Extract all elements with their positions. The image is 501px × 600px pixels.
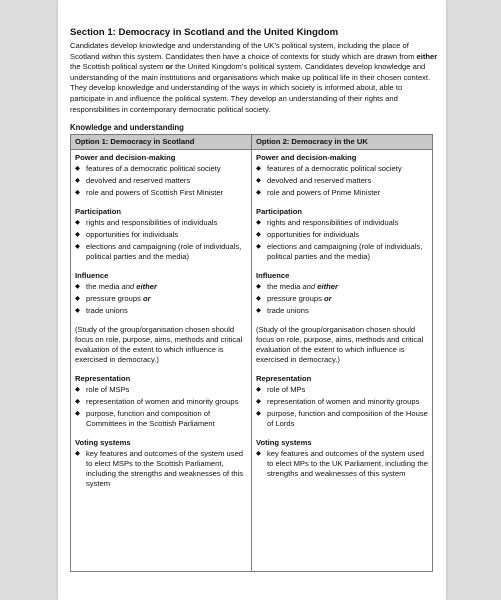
diamond-bullet-icon: ◆ bbox=[256, 295, 261, 303]
list-item bbox=[75, 306, 247, 316]
list-item bbox=[75, 282, 247, 292]
study-note-section bbox=[256, 325, 428, 365]
diamond-bullet-icon: ◆ bbox=[75, 283, 80, 291]
list-item bbox=[75, 409, 247, 429]
bullet-list bbox=[75, 449, 247, 489]
participation-section bbox=[75, 207, 247, 262]
item-or: or bbox=[323, 294, 332, 304]
item-text: rights and responsibilities of individuals bbox=[267, 218, 399, 228]
diamond-bullet-icon: ◆ bbox=[75, 450, 80, 458]
list-item bbox=[75, 230, 247, 240]
diamond-bullet-icon: ◆ bbox=[75, 243, 80, 251]
list-item bbox=[75, 218, 247, 228]
study-note: (Study of the group/organisation chosen should focus on role, purpose, aims, methods and critical evaluation of the extent to which influence is exercised in democracy.) bbox=[75, 325, 243, 365]
item-text: representation of women and minority groups bbox=[267, 397, 420, 407]
diamond-bullet-icon: ◆ bbox=[256, 307, 261, 315]
item-text: role of MSPs bbox=[86, 385, 130, 395]
item-text: the media bbox=[267, 282, 303, 292]
item-text: role and powers of Prime Minister bbox=[267, 188, 381, 198]
page-content bbox=[70, 27, 438, 572]
list-item bbox=[75, 449, 247, 489]
list-item bbox=[256, 449, 428, 479]
diamond-bullet-icon: ◆ bbox=[256, 243, 261, 251]
intro-text-3: the United Kingdom’s political system. Candidates develop knowledge and understanding of the main institutions and organisations which make up political life in their chosen context. They develop knowledge and understanding of the ways in which society is informed about, able to participate in and influence the political system. They develop an understanding of their rights and responsibilities in contemporary democratic political society. bbox=[70, 62, 431, 114]
diamond-bullet-icon: ◆ bbox=[256, 283, 261, 291]
list-item bbox=[256, 176, 428, 186]
bullet-list bbox=[256, 218, 428, 262]
list-item bbox=[75, 164, 247, 174]
table-row bbox=[71, 150, 433, 572]
list-item bbox=[256, 282, 428, 292]
section-heading: Representation bbox=[75, 374, 131, 384]
diamond-bullet-icon: ◆ bbox=[75, 295, 80, 303]
item-text: devolved and reserved matters bbox=[267, 176, 372, 186]
list-item bbox=[75, 242, 247, 262]
diamond-bullet-icon: ◆ bbox=[75, 165, 80, 173]
item-text: trade unions bbox=[86, 306, 128, 316]
item-text: representation of women and minority groups bbox=[86, 397, 239, 407]
section-title: Section 1: Democracy in Scotland and the United Kingdom bbox=[70, 27, 339, 38]
list-item bbox=[256, 306, 428, 316]
item-text: pressure groups bbox=[267, 294, 324, 304]
influence-section bbox=[256, 271, 428, 316]
bullet-list bbox=[75, 385, 247, 429]
bullet-list bbox=[256, 164, 428, 198]
representation-section bbox=[256, 374, 428, 429]
list-item bbox=[256, 242, 428, 262]
item-text: role of MPs bbox=[267, 385, 306, 395]
bullet-list bbox=[75, 164, 247, 198]
list-item bbox=[256, 409, 428, 429]
list-item bbox=[75, 188, 247, 198]
diamond-bullet-icon: ◆ bbox=[75, 219, 80, 227]
intro-paragraph bbox=[70, 41, 438, 115]
diamond-bullet-icon: ◆ bbox=[256, 189, 261, 197]
participation-section bbox=[256, 207, 428, 262]
section-heading: Influence bbox=[75, 271, 109, 281]
diamond-bullet-icon: ◆ bbox=[75, 189, 80, 197]
study-note: (Study of the group/organisation chosen should focus on role, purpose, aims, methods and critical evaluation of the extent to which influence is exercised in democracy.) bbox=[256, 325, 424, 365]
item-text: pressure groups bbox=[86, 294, 143, 304]
diamond-bullet-icon: ◆ bbox=[256, 219, 261, 227]
diamond-bullet-icon: ◆ bbox=[75, 307, 80, 315]
item-text: opportunities for individuals bbox=[86, 230, 179, 240]
diamond-bullet-icon: ◆ bbox=[75, 231, 80, 239]
item-text: elections and campaigning (role of individuals, political parties and the media) bbox=[86, 242, 242, 262]
item-either: either bbox=[136, 282, 157, 292]
study-note-section bbox=[75, 325, 247, 365]
item-text: the media bbox=[86, 282, 122, 292]
list-item bbox=[256, 188, 428, 198]
diamond-bullet-icon: ◆ bbox=[75, 410, 80, 418]
list-item bbox=[256, 164, 428, 174]
diamond-bullet-icon: ◆ bbox=[256, 410, 261, 418]
section-heading: Influence bbox=[256, 271, 290, 281]
item-text: key features and outcomes of the system used to elect MPs to the UK Parliament, including the strengths and weaknesses of this system bbox=[267, 449, 428, 479]
section-heading: Voting systems bbox=[75, 438, 131, 448]
list-item bbox=[75, 176, 247, 186]
list-item bbox=[256, 397, 428, 407]
bullet-list bbox=[75, 282, 247, 316]
diamond-bullet-icon: ◆ bbox=[256, 450, 261, 458]
list-item bbox=[256, 294, 428, 304]
diamond-bullet-icon: ◆ bbox=[75, 398, 80, 406]
list-item bbox=[256, 230, 428, 240]
bullet-list bbox=[256, 449, 428, 479]
item-and: and bbox=[121, 282, 135, 292]
item-text: key features and outcomes of the system used to elect MSPs to the Scottish Parliament, including the strengths and weaknesses of this system bbox=[86, 449, 244, 489]
section-heading: Representation bbox=[256, 374, 312, 384]
intro-text-2: the Scottish political system bbox=[70, 62, 166, 72]
item-text: rights and responsibilities of individuals bbox=[86, 218, 218, 228]
item-text: opportunities for individuals bbox=[267, 230, 360, 240]
col1-header: Option 1: Democracy in Scotland bbox=[71, 135, 252, 150]
diamond-bullet-icon: ◆ bbox=[256, 177, 261, 185]
item-text: trade unions bbox=[267, 306, 309, 316]
options-table bbox=[70, 134, 433, 572]
knowledge-heading: Knowledge and understanding bbox=[70, 123, 184, 133]
list-item bbox=[75, 294, 247, 304]
section-heading: Participation bbox=[75, 207, 121, 217]
diamond-bullet-icon: ◆ bbox=[75, 177, 80, 185]
section-heading: Participation bbox=[256, 207, 302, 217]
item-text: purpose, function and composition of the House of Lords bbox=[267, 409, 428, 429]
item-text: elections and campaigning (role of individuals, political parties and the media) bbox=[267, 242, 423, 262]
section-heading: Power and decision-making bbox=[75, 153, 176, 163]
item-and: and bbox=[302, 282, 316, 292]
list-item bbox=[75, 385, 247, 395]
voting-section bbox=[75, 438, 247, 489]
col2-cell bbox=[252, 150, 433, 572]
diamond-bullet-icon: ◆ bbox=[256, 386, 261, 394]
section-heading: Voting systems bbox=[256, 438, 312, 448]
diamond-bullet-icon: ◆ bbox=[256, 231, 261, 239]
table-header-row bbox=[71, 135, 433, 150]
bullet-list bbox=[256, 282, 428, 316]
diamond-bullet-icon: ◆ bbox=[75, 386, 80, 394]
item-text: features of a democratic political society bbox=[86, 164, 221, 174]
item-text: role and powers of Scottish First Minister bbox=[86, 188, 224, 198]
list-item bbox=[256, 218, 428, 228]
intro-either: either bbox=[416, 51, 438, 61]
item-either: either bbox=[317, 282, 338, 292]
diamond-bullet-icon: ◆ bbox=[256, 398, 261, 406]
item-text: devolved and reserved matters bbox=[86, 176, 191, 186]
bullet-list bbox=[75, 218, 247, 262]
voting-section bbox=[256, 438, 428, 479]
intro-or: or bbox=[165, 62, 173, 72]
list-item bbox=[256, 385, 428, 395]
power-section bbox=[256, 153, 428, 198]
influence-section bbox=[75, 271, 247, 316]
item-text: features of a democratic political society bbox=[267, 164, 402, 174]
diamond-bullet-icon: ◆ bbox=[256, 165, 261, 173]
representation-section bbox=[75, 374, 247, 429]
item-text: purpose, function and composition of Committees in the Scottish Parliament bbox=[86, 409, 215, 429]
list-item bbox=[75, 397, 247, 407]
document-page bbox=[58, 0, 446, 600]
section-heading: Power and decision-making bbox=[256, 153, 357, 163]
col1-cell bbox=[71, 150, 252, 572]
item-or: or bbox=[142, 294, 151, 304]
col2-header: Option 2: Democracy in the UK bbox=[252, 135, 433, 150]
intro-text-1: Candidates develop knowledge and understanding of the UK’s political system, including the place of Scotland within this system. Candidates then have a choice of contexts for study which are drawn from bbox=[70, 41, 417, 61]
power-section bbox=[75, 153, 247, 198]
bullet-list bbox=[256, 385, 428, 429]
